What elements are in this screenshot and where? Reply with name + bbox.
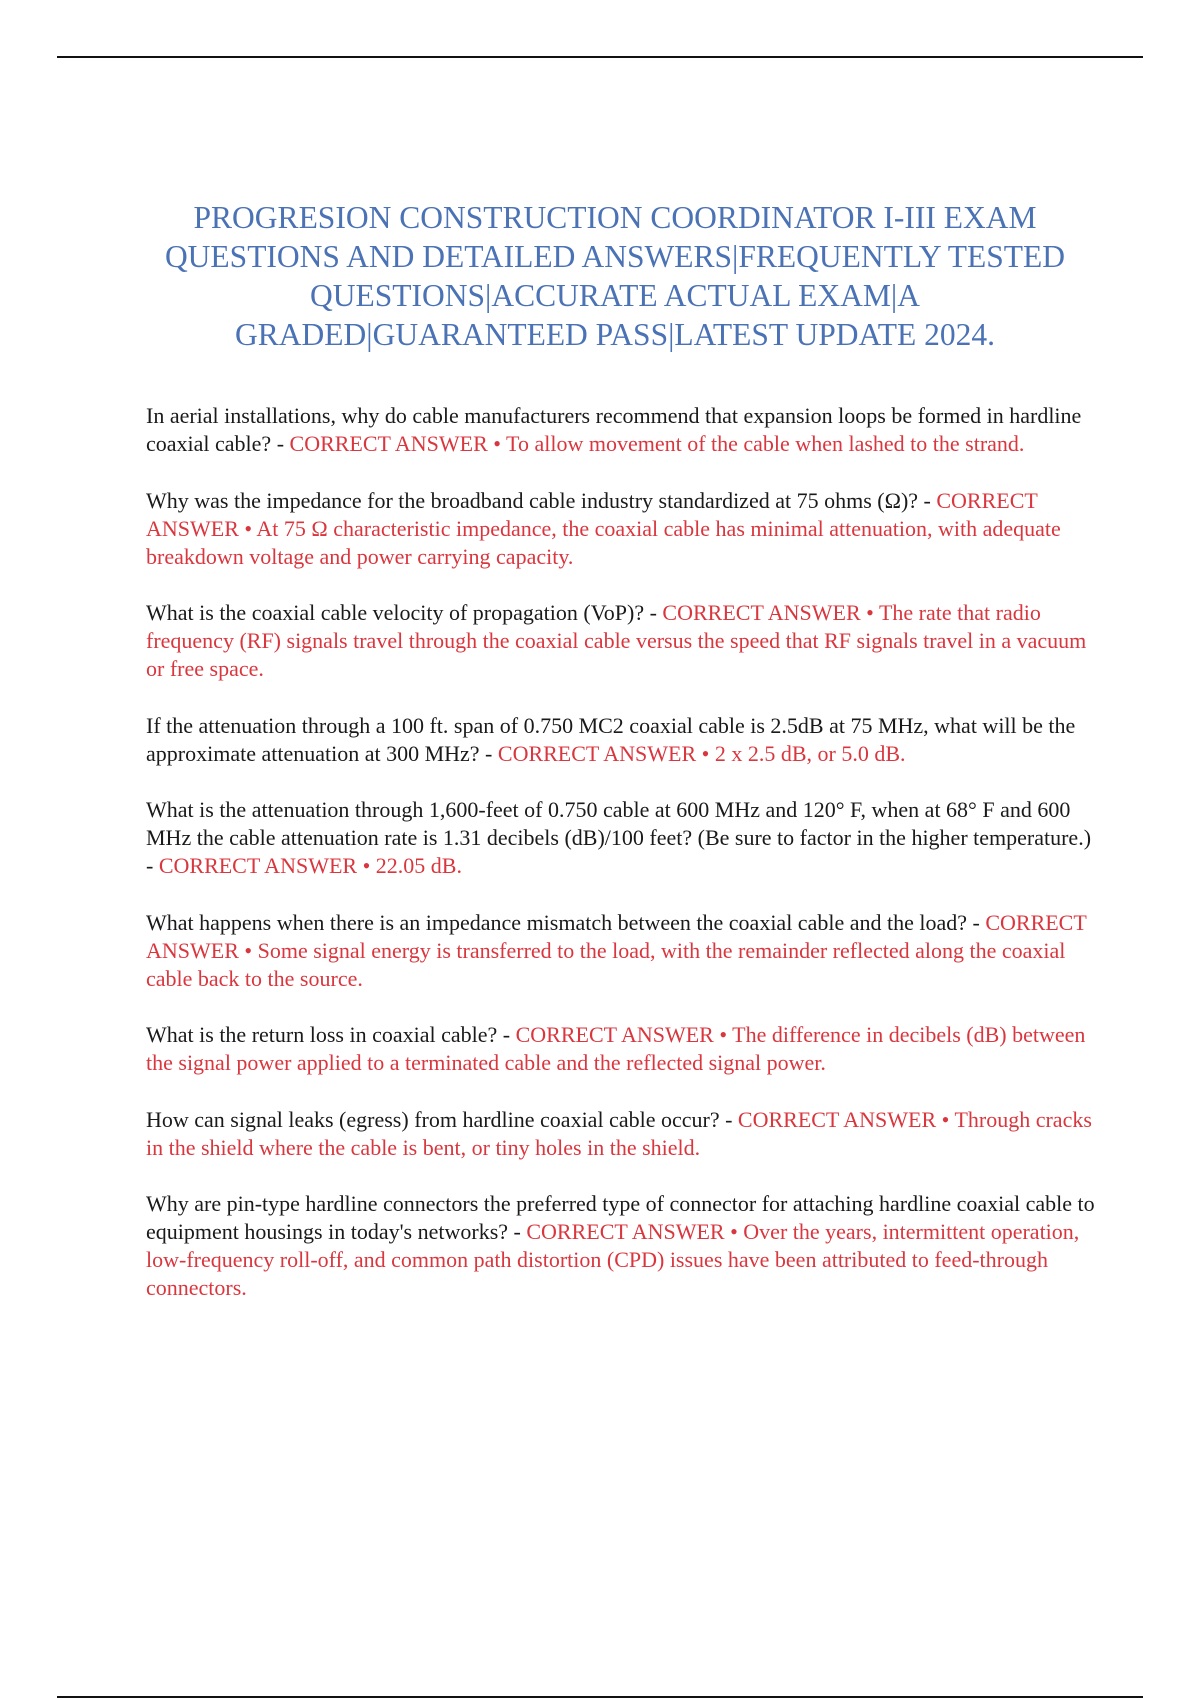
answer-text: CORRECT ANSWER • Through cracks in the shield where the cable is bent, or tiny holes in the shield. (146, 1106, 1092, 1160)
qa-list (146, 402, 1096, 1331)
qa-item-5 (146, 796, 1096, 880)
qa-item-9 (146, 1190, 1096, 1302)
question-text: Why was the impedance for the broadband cable industry standardized at 75 ohms (Ω)? - (146, 487, 937, 513)
qa-item-6 (146, 909, 1096, 993)
answer-text: CORRECT ANSWER • At 75 Ω characteristic impedance, the coaxial cable has minimal attenuation, with adequate breakdown voltage and power carrying capacity. (146, 487, 1061, 569)
qa-item-8 (146, 1106, 1096, 1162)
answer-text: CORRECT ANSWER • The difference in decibels (dB) between the signal power applied to a terminated cable and the reflected signal power. (146, 1022, 1086, 1075)
qa-item-3 (146, 599, 1096, 683)
answer-text: CORRECT ANSWER • 2 x 2.5 dB, or 5.0 dB. (497, 740, 906, 766)
question-text: In aerial installations, why do cable manufacturers recommend that expansion loops be formed in hardline coaxial cable? - (146, 403, 1082, 456)
question-text: What is the return loss in coaxial cable? - (146, 1022, 516, 1047)
qa-item-2 (146, 487, 1096, 571)
answer-text: CORRECT ANSWER • The rate that radio frequency (RF) signals travel through the coaxial cable versus the speed that RF signals travel in a vacuum or free space. (146, 600, 1087, 681)
answer-text: CORRECT ANSWER • Some signal energy is transferred to the load, with the remainder reflected along the coaxial cable back to the source. (146, 909, 1087, 991)
question-text: If the attenuation through a 100 ft. span of 0.750 MC2 coaxial cable is 2.5dB at 75 MHz, what will be the approximate attenuation at 300 MHz? - (146, 712, 1076, 766)
bottom-rule (57, 1696, 1143, 1698)
question-text: What happens when there is an impedance mismatch between the coaxial cable and the load? - (146, 909, 986, 935)
question-text: What is the coaxial cable velocity of propagation (VoP)? - (146, 600, 663, 625)
answer-text: CORRECT ANSWER • 22.05 dB. (158, 853, 462, 878)
qa-item-1 (146, 402, 1096, 458)
answer-text: CORRECT ANSWER • Over the years, intermittent operation, low-frequency roll-off, and common path distortion (CPD) issues have been attributed to feed-through connectors. (146, 1219, 1080, 1300)
qa-item-7 (146, 1021, 1096, 1077)
qa-item-4 (146, 712, 1096, 768)
question-text: Why are pin-type hardline connectors the preferred type of connector for attaching hardline coaxial cable to equipment housings in today's networks? - (146, 1191, 1095, 1244)
question-text: How can signal leaks (egress) from hardline coaxial cable occur? - (146, 1106, 738, 1132)
answer-text: CORRECT ANSWER • To allow movement of the cable when lashed to the strand. (289, 431, 1025, 456)
top-rule (57, 56, 1143, 58)
question-text: What is the attenuation through 1,600-feet of 0.750 cable at 600 MHz and 120° F, when at 68° F and 600 MHz the cable attenuation rate is 1.31 decibels (dB)/100 feet? (Be sure to factor in the higher temperature.) - (146, 797, 1092, 878)
document-title: PROGRESION CONSTRUCTION COORDINATOR I-III EXAM QUESTIONS AND DETAILED ANSWERS|FREQUENTLY TESTED QUESTIONS|ACCURATE ACTUAL EXAM|A GRADED|GUARANTEED PASS|LATEST UPDATE 2024. (164, 200, 1066, 352)
